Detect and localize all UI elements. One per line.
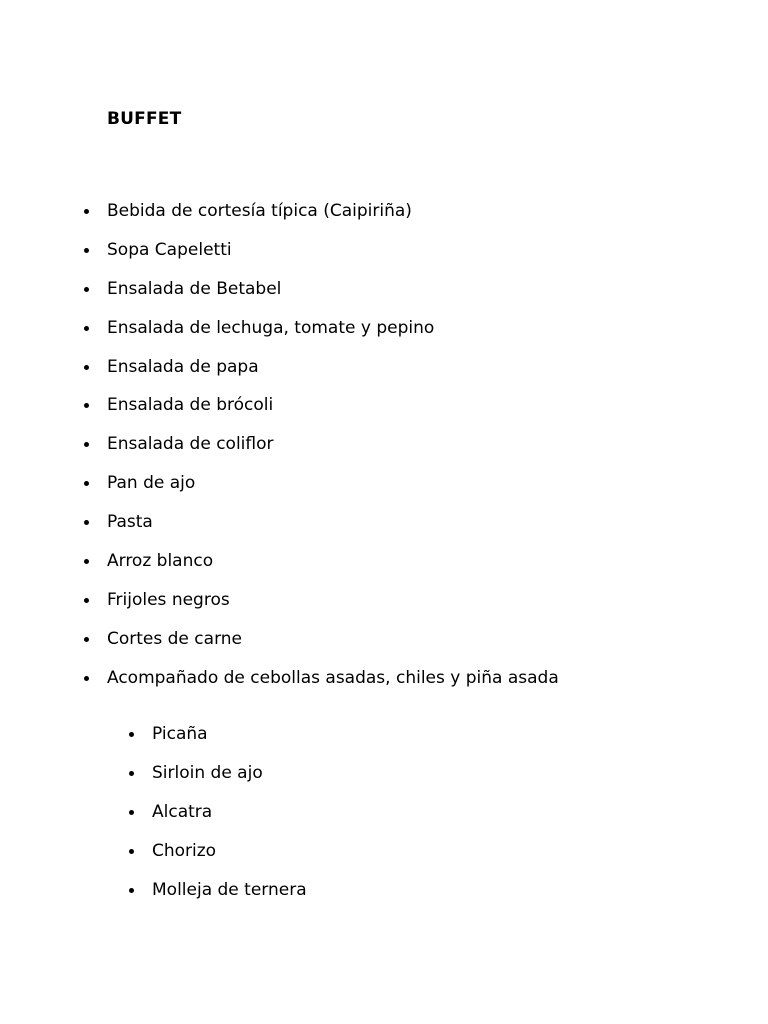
bullet-icon [84,637,89,642]
list-item-label: Molleja de ternera [152,880,307,900]
list-item [0,840,768,879]
list-item-label: Acompañado de cebollas asadas, chiles y piña asada [107,667,559,688]
list-item [0,394,768,433]
list-item [0,433,768,472]
list-item-label: Ensalada de papa [107,356,259,377]
bullet-icon [129,810,134,815]
list-item-label: Ensalada de brócoli [107,395,274,416]
bullet-icon [129,888,134,893]
meat-cuts-list [0,723,768,918]
bullet-icon [84,326,89,331]
list-item [0,801,768,840]
bullet-icon [84,209,89,214]
list-item-label: Ensalada de Betabel [107,278,282,299]
bullet-icon [84,442,89,447]
list-item-label: Ensalada de coliflor [107,434,274,455]
list-item-label: Frijoles negros [107,589,230,610]
bullet-icon [84,248,89,253]
bullet-icon [84,520,89,525]
buffet-menu-list [0,200,768,706]
bullet-icon [84,676,89,681]
list-item [0,278,768,317]
bullet-icon [84,559,89,564]
list-item [0,667,768,706]
bullet-icon [129,849,134,854]
list-item-label: Alcatra [152,802,213,822]
list-item-label: Picaña [152,724,208,744]
list-item [0,200,768,239]
list-item-label: Bebida de cortesía típica (Caipiriña) [107,201,412,221]
list-item-label: Chorizo [152,841,217,861]
list-item [0,762,768,801]
list-item-label: Ensalada de lechuga, tomate y pepino [107,317,435,338]
list-item [0,472,768,511]
bullet-icon [84,403,89,408]
list-item [0,511,768,550]
list-item-label: Pan de ajo [107,473,196,494]
list-item-label: Cortes de carne [107,628,242,649]
list-item [0,628,768,667]
bullet-icon [84,481,89,486]
bullet-icon [84,287,89,292]
list-item [0,879,768,918]
list-item-label: Arroz blanco [107,551,214,572]
bullet-icon [84,598,89,603]
list-item [0,589,768,628]
document-title: BUFFET [107,109,182,129]
list-item-label: Sirloin de ajo [152,763,263,783]
list-item [0,723,768,762]
list-item-label: Pasta [107,512,153,533]
bullet-icon [84,365,89,370]
list-item [0,317,768,356]
list-item [0,239,768,278]
list-item [0,550,768,589]
list-item [0,356,768,395]
list-item-label: Sopa Capeletti [107,239,232,260]
bullet-icon [129,771,134,776]
bullet-icon [129,732,134,737]
